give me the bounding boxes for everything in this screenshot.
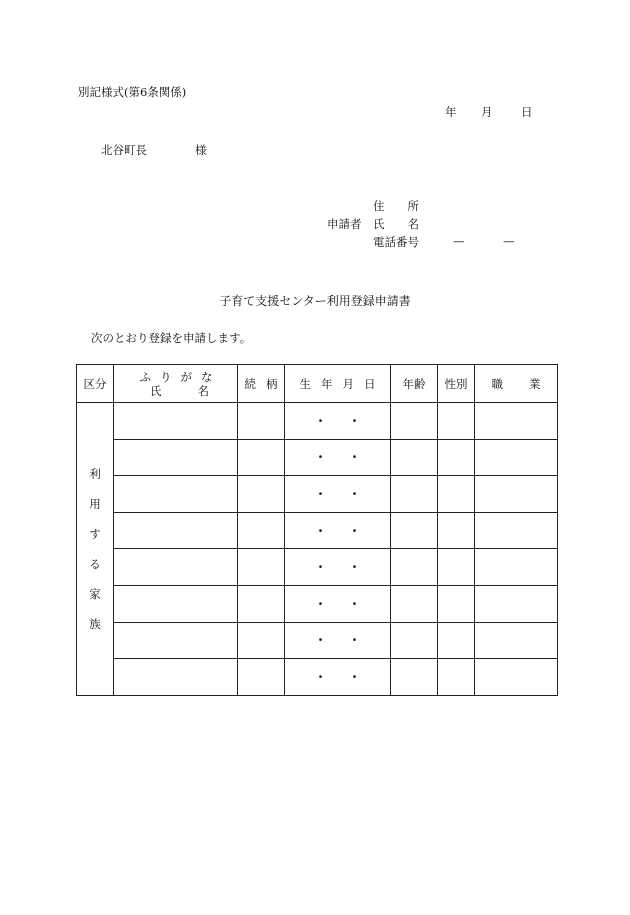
date-separator-dot: ・	[314, 486, 327, 501]
header-furigana: ふりがな	[139, 369, 222, 384]
header-name-1: 氏	[150, 383, 162, 398]
header-age: 年齢	[391, 365, 438, 403]
name-cell[interactable]	[114, 622, 238, 659]
table-row	[77, 476, 558, 513]
birthdate-cell[interactable]	[285, 512, 391, 549]
date-separator-dot: ・	[314, 669, 327, 684]
header-occupation	[475, 365, 558, 403]
header-birth-4: 日	[364, 376, 376, 391]
occupation-cell[interactable]	[475, 439, 558, 476]
header-occupation-2: 業	[529, 376, 541, 391]
header-birth-3: 月	[342, 376, 354, 391]
relation-cell[interactable]	[238, 622, 285, 659]
name-cell[interactable]	[114, 659, 238, 696]
name-cell[interactable]	[114, 439, 238, 476]
name-cell[interactable]	[114, 549, 238, 586]
relation-cell[interactable]	[238, 512, 285, 549]
document-title: 子育て支援センター利用登録申請書	[219, 294, 411, 308]
header-relation-1: 続	[244, 376, 256, 391]
header-relation	[238, 365, 285, 403]
applicant-block	[327, 198, 515, 252]
category-char: る	[89, 556, 101, 571]
occupation-cell[interactable]	[475, 403, 558, 440]
gender-cell[interactable]	[438, 403, 475, 440]
birthdate-cell[interactable]	[285, 476, 391, 513]
occupation-cell[interactable]	[475, 476, 558, 513]
table-row	[77, 439, 558, 476]
age-cell[interactable]	[391, 439, 438, 476]
date-separator-dot: ・	[348, 486, 361, 501]
header-furigana-name	[114, 365, 238, 403]
category-cell	[77, 403, 114, 696]
category-char: 用	[89, 496, 101, 511]
age-cell[interactable]	[391, 659, 438, 696]
date-separator-dot: ・	[348, 669, 361, 684]
occupation-cell[interactable]	[475, 659, 558, 696]
table-row	[77, 549, 558, 586]
intro-text: 次のとおり登録を申請します。	[91, 331, 252, 345]
header-occupation-1: 職	[491, 376, 503, 391]
phone-dashes	[429, 234, 515, 252]
date-month: 月	[481, 105, 493, 119]
age-cell[interactable]	[391, 476, 438, 513]
date-separator-dot: ・	[314, 523, 327, 538]
age-cell[interactable]	[391, 512, 438, 549]
gender-cell[interactable]	[438, 512, 475, 549]
date-separator-dot: ・	[314, 633, 327, 648]
age-cell[interactable]	[391, 403, 438, 440]
name-label: 氏 名	[373, 217, 419, 231]
relation-cell[interactable]	[238, 403, 285, 440]
name-cell[interactable]	[114, 585, 238, 622]
addressee-honorific: 様	[195, 143, 207, 157]
relation-cell[interactable]	[238, 549, 285, 586]
occupation-cell[interactable]	[475, 512, 558, 549]
occupation-cell[interactable]	[475, 585, 558, 622]
date-line	[445, 104, 533, 120]
address-label: 住 所	[373, 199, 419, 213]
gender-cell[interactable]	[438, 476, 475, 513]
occupation-cell[interactable]	[475, 622, 558, 659]
header-gender: 性別	[438, 365, 475, 403]
date-separator-dot: ・	[314, 413, 327, 428]
date-separator-dot: ・	[314, 596, 327, 611]
gender-cell[interactable]	[438, 585, 475, 622]
birthdate-cell[interactable]	[285, 439, 391, 476]
addressee-name: 北谷町長	[101, 143, 147, 157]
date-year: 年	[445, 105, 457, 119]
relation-cell[interactable]	[238, 439, 285, 476]
phone-dash: —	[453, 234, 465, 248]
name-cell[interactable]	[114, 512, 238, 549]
header-birthdate	[285, 365, 391, 403]
header-relation-2: 柄	[266, 376, 278, 391]
category-char: 族	[89, 616, 101, 631]
table-row	[77, 585, 558, 622]
gender-cell[interactable]	[438, 622, 475, 659]
birthdate-cell[interactable]	[285, 659, 391, 696]
table-header-row	[77, 365, 558, 403]
table-row	[77, 403, 558, 440]
gender-cell[interactable]	[438, 659, 475, 696]
date-separator-dot: ・	[348, 560, 361, 575]
header-category: 区分	[77, 365, 114, 403]
table-row	[77, 622, 558, 659]
birthdate-cell[interactable]	[285, 403, 391, 440]
gender-cell[interactable]	[438, 549, 475, 586]
date-day: 日	[521, 105, 533, 119]
birthdate-cell[interactable]	[285, 549, 391, 586]
date-separator-dot: ・	[348, 596, 361, 611]
age-cell[interactable]	[391, 585, 438, 622]
applicant-role-label: 申請者	[327, 217, 362, 231]
table-row	[77, 512, 558, 549]
category-char: 家	[89, 586, 101, 601]
gender-cell[interactable]	[438, 439, 475, 476]
addressee	[101, 142, 207, 158]
date-separator-dot: ・	[348, 413, 361, 428]
header-birth-1: 生	[299, 376, 311, 391]
table-row	[77, 659, 558, 696]
relation-cell[interactable]	[238, 585, 285, 622]
relation-cell[interactable]	[238, 476, 285, 513]
date-separator-dot: ・	[314, 450, 327, 465]
date-separator-dot: ・	[348, 633, 361, 648]
birthdate-cell[interactable]	[285, 622, 391, 659]
family-table	[76, 364, 558, 696]
name-cell[interactable]	[114, 403, 238, 440]
age-cell[interactable]	[391, 622, 438, 659]
header-name-2: 名	[197, 383, 209, 398]
date-separator-dot: ・	[314, 560, 327, 575]
name-cell[interactable]	[114, 476, 238, 513]
date-separator-dot: ・	[348, 450, 361, 465]
age-cell[interactable]	[391, 549, 438, 586]
date-separator-dot: ・	[348, 523, 361, 538]
form-label: 別記様式(第6条関係)	[78, 85, 187, 99]
category-char: す	[89, 526, 101, 541]
birthdate-cell[interactable]	[285, 585, 391, 622]
relation-cell[interactable]	[238, 659, 285, 696]
category-char: 利	[89, 466, 101, 481]
phone-label: 電話番号	[373, 235, 419, 249]
phone-dash: —	[503, 234, 515, 248]
header-birth-2: 年	[321, 376, 333, 391]
occupation-cell[interactable]	[475, 549, 558, 586]
